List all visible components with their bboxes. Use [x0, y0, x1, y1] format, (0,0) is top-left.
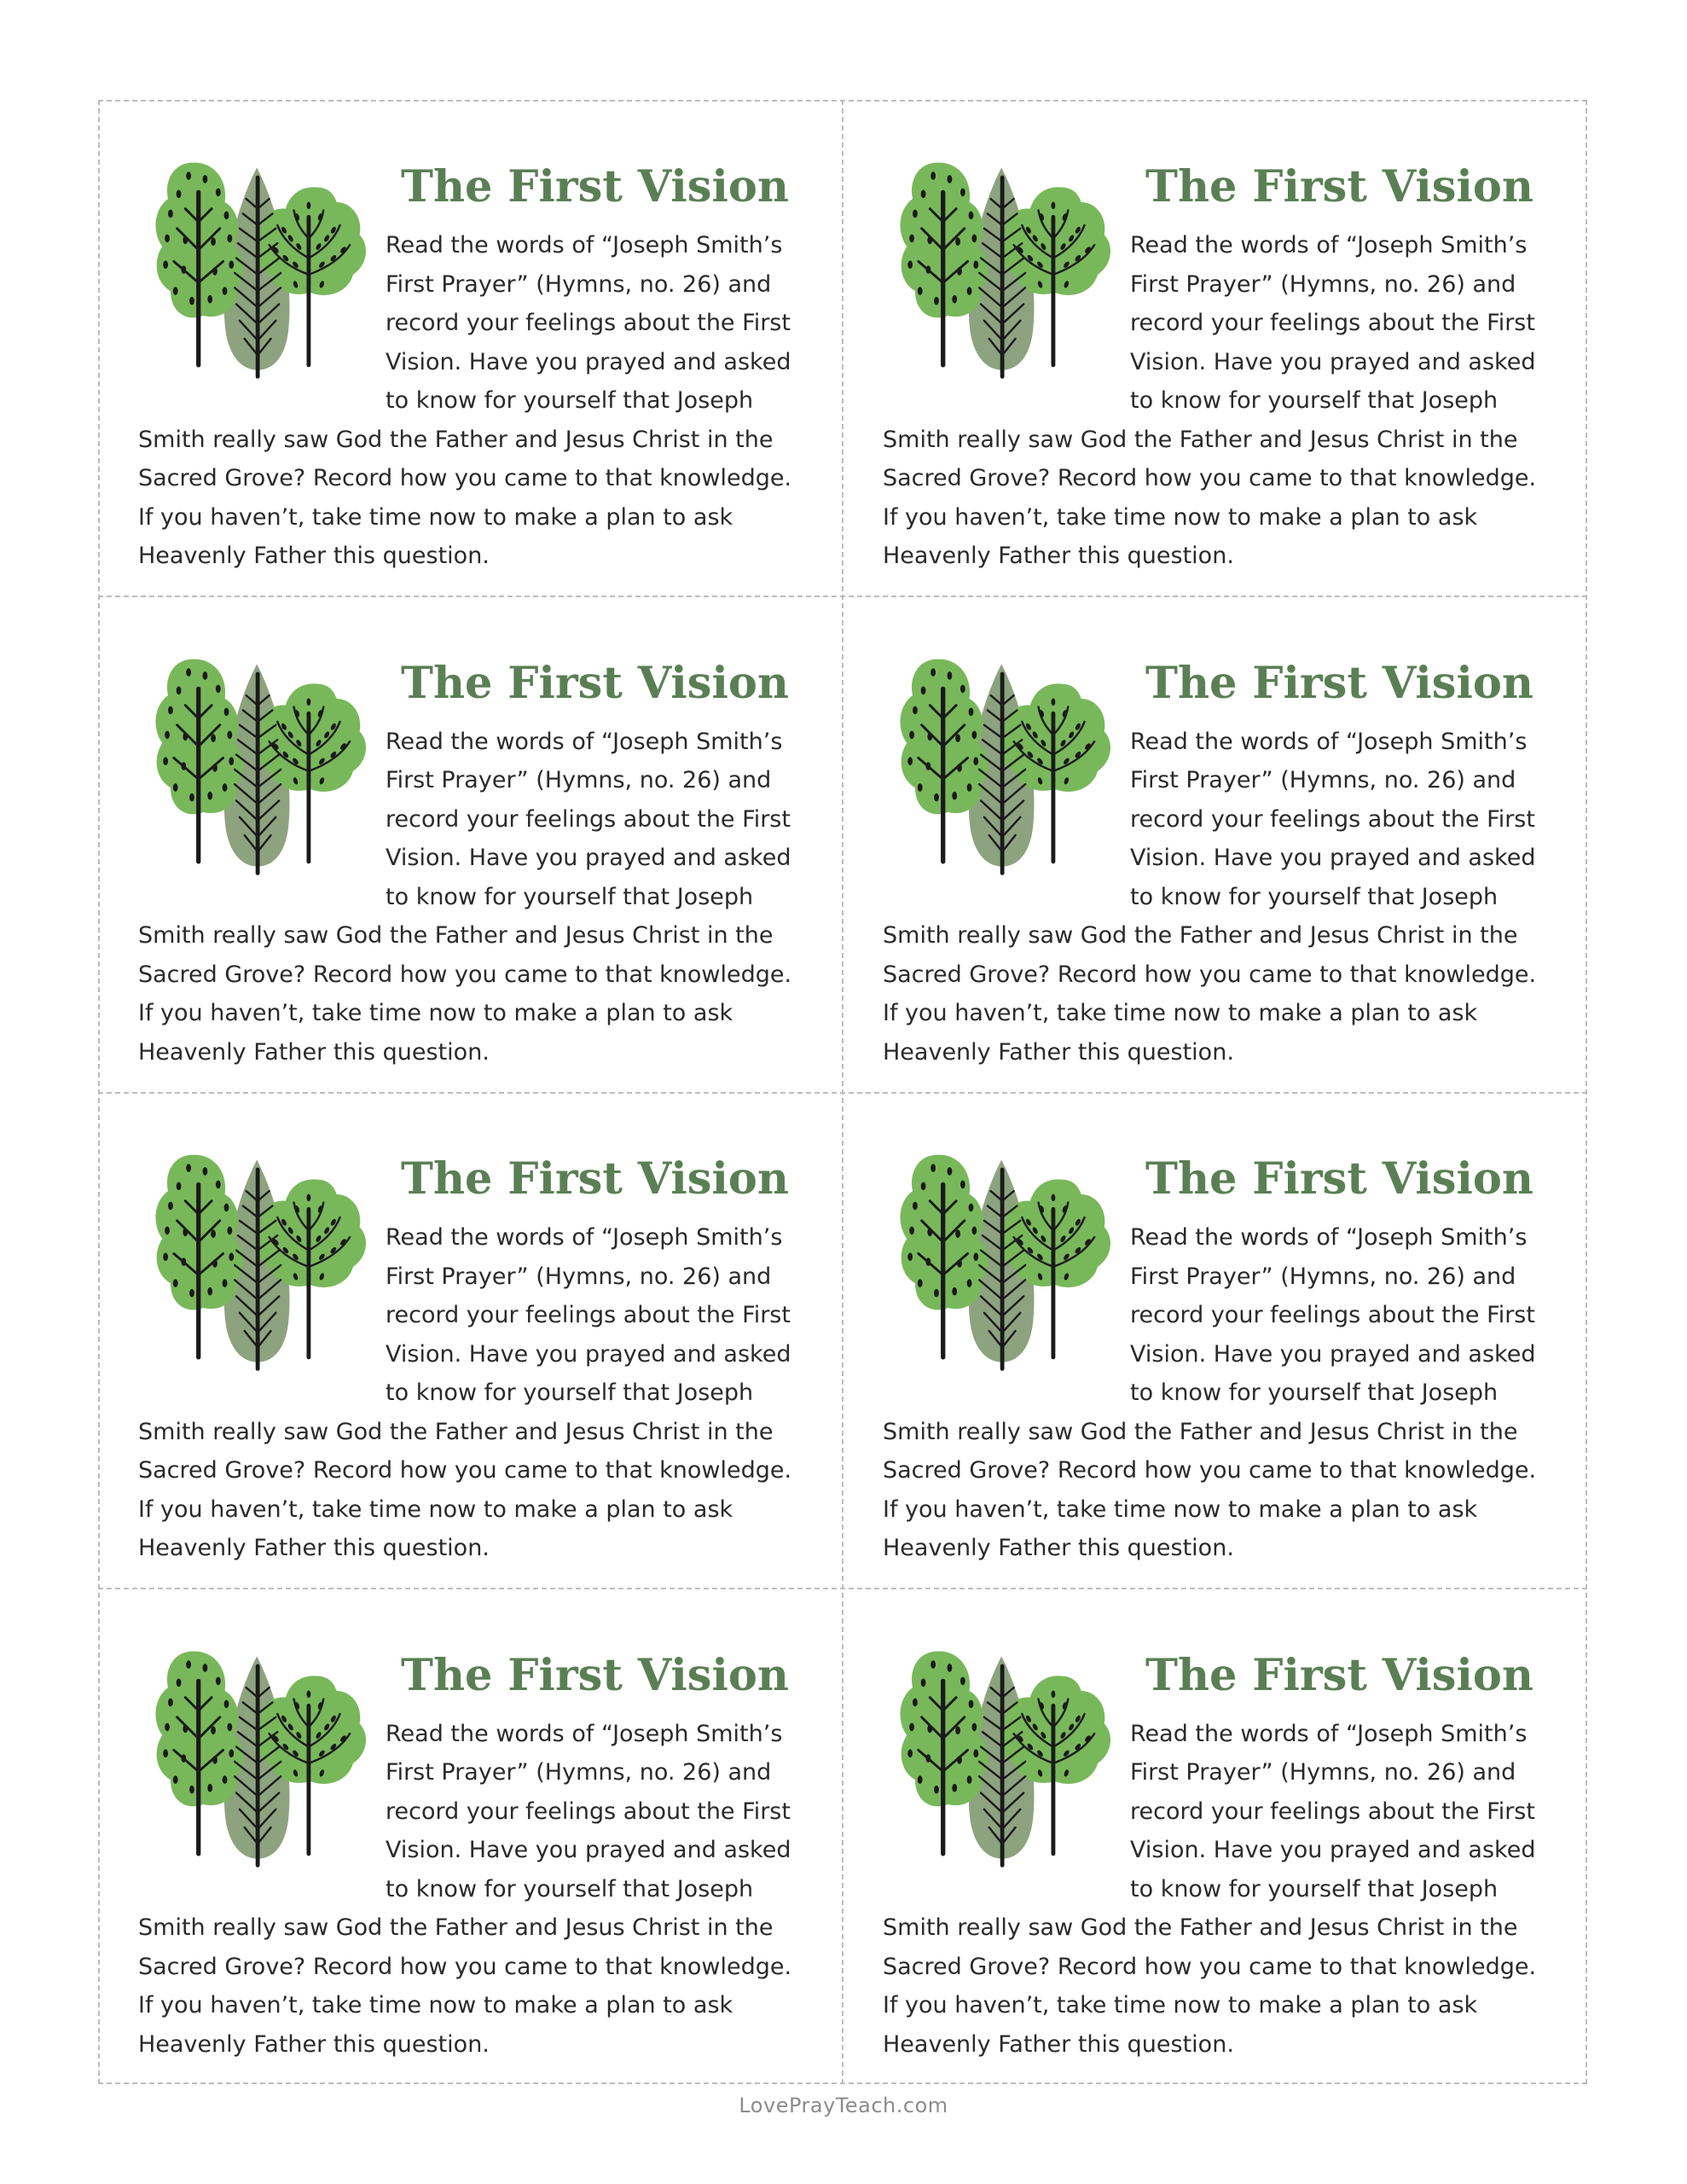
card-body: Read the words of “Joseph Smith’s First Prayer” (Hymns, no. 26) and record your feelings about the First Vision. Have you prayed and asked to know for yourself that Joseph Smith really saw God the Father and Jesus Christ in the Sacred Grove? Record how you came to that knowledge. If you haven’t, take time now to make a plan to ask Heavenly Father this question.: [138, 728, 792, 1066]
study-card: [843, 596, 1587, 1093]
study-card: [98, 1589, 843, 2085]
card-title: The First Vision: [1145, 657, 1533, 709]
study-card: [843, 1092, 1587, 1589]
cut-line-bottom: [98, 2082, 1587, 2084]
site-credit: LovePrayTeach.com: [739, 2094, 948, 2117]
study-card: [843, 1589, 1587, 2085]
card-body: Read the words of “Joseph Smith’s First Prayer” (Hymns, no. 26) and record your feelings about the First Vision. Have you prayed and asked to know for yourself that Joseph Smith really saw God the Father and Jesus Christ in the Sacred Grove? Record how you came to that knowledge. If you haven’t, take time now to make a plan to ask Heavenly Father this question.: [138, 1720, 792, 2058]
card-body-container: [883, 1218, 1557, 1568]
card-body-container: [138, 226, 812, 576]
card-body-container: [883, 1715, 1557, 2065]
study-card: [98, 1092, 843, 1589]
cut-line-row-1: [98, 595, 1587, 597]
card-title: The First Vision: [1145, 1649, 1533, 1701]
card-body-container: [883, 723, 1557, 1072]
card-title: The First Vision: [401, 1153, 789, 1205]
study-card: [98, 596, 843, 1093]
card-title: The First Vision: [1145, 1153, 1533, 1205]
card-title: The First Vision: [401, 657, 789, 709]
card-title: The First Vision: [401, 1649, 789, 1701]
card-body: Read the words of “Joseph Smith’s First Prayer” (Hymns, no. 26) and record your feelings about the First Vision. Have you prayed and asked to know for yourself that Joseph Smith really saw God the Father and Jesus Christ in the Sacred Grove? Record how you came to that knowledge. If you haven’t, take time now to make a plan to ask Heavenly Father this question.: [883, 232, 1537, 569]
card-body: Read the words of “Joseph Smith’s First Prayer” (Hymns, no. 26) and record your feelings about the First Vision. Have you prayed and asked to know for yourself that Joseph Smith really saw God the Father and Jesus Christ in the Sacred Grove? Record how you came to that knowledge. If you haven’t, take time now to make a plan to ask Heavenly Father this question.: [138, 232, 792, 569]
cut-line-top: [98, 100, 1587, 102]
card-body-container: [883, 226, 1557, 576]
card-body-container: [138, 723, 812, 1072]
cut-line-row-3: [98, 1588, 1587, 1589]
card-body: Read the words of “Joseph Smith’s First Prayer” (Hymns, no. 26) and record your feelings about the First Vision. Have you prayed and asked to know for yourself that Joseph Smith really saw God the Father and Jesus Christ in the Sacred Grove? Record how you came to that knowledge. If you haven’t, take time now to make a plan to ask Heavenly Father this question.: [138, 1224, 792, 1561]
card-body-container: [138, 1218, 812, 1568]
cut-line-row-2: [98, 1092, 1587, 1094]
card-body-container: [138, 1715, 812, 2065]
card-body: Read the words of “Joseph Smith’s First Prayer” (Hymns, no. 26) and record your feelings about the First Vision. Have you prayed and asked to know for yourself that Joseph Smith really saw God the Father and Jesus Christ in the Sacred Grove? Record how you came to that knowledge. If you haven’t, take time now to make a plan to ask Heavenly Father this question.: [883, 1720, 1537, 2058]
study-card: [98, 100, 843, 596]
card-title: The First Vision: [1145, 161, 1533, 212]
study-card: [843, 100, 1587, 596]
card-title: The First Vision: [401, 161, 789, 212]
card-body: Read the words of “Joseph Smith’s First Prayer” (Hymns, no. 26) and record your feelings about the First Vision. Have you prayed and asked to know for yourself that Joseph Smith really saw God the Father and Jesus Christ in the Sacred Grove? Record how you came to that knowledge. If you haven’t, take time now to make a plan to ask Heavenly Father this question.: [883, 728, 1537, 1066]
card-body: Read the words of “Joseph Smith’s First Prayer” (Hymns, no. 26) and record your feelings about the First Vision. Have you prayed and asked to know for yourself that Joseph Smith really saw God the Father and Jesus Christ in the Sacred Grove? Record how you came to that knowledge. If you haven’t, take time now to make a plan to ask Heavenly Father this question.: [883, 1224, 1537, 1561]
